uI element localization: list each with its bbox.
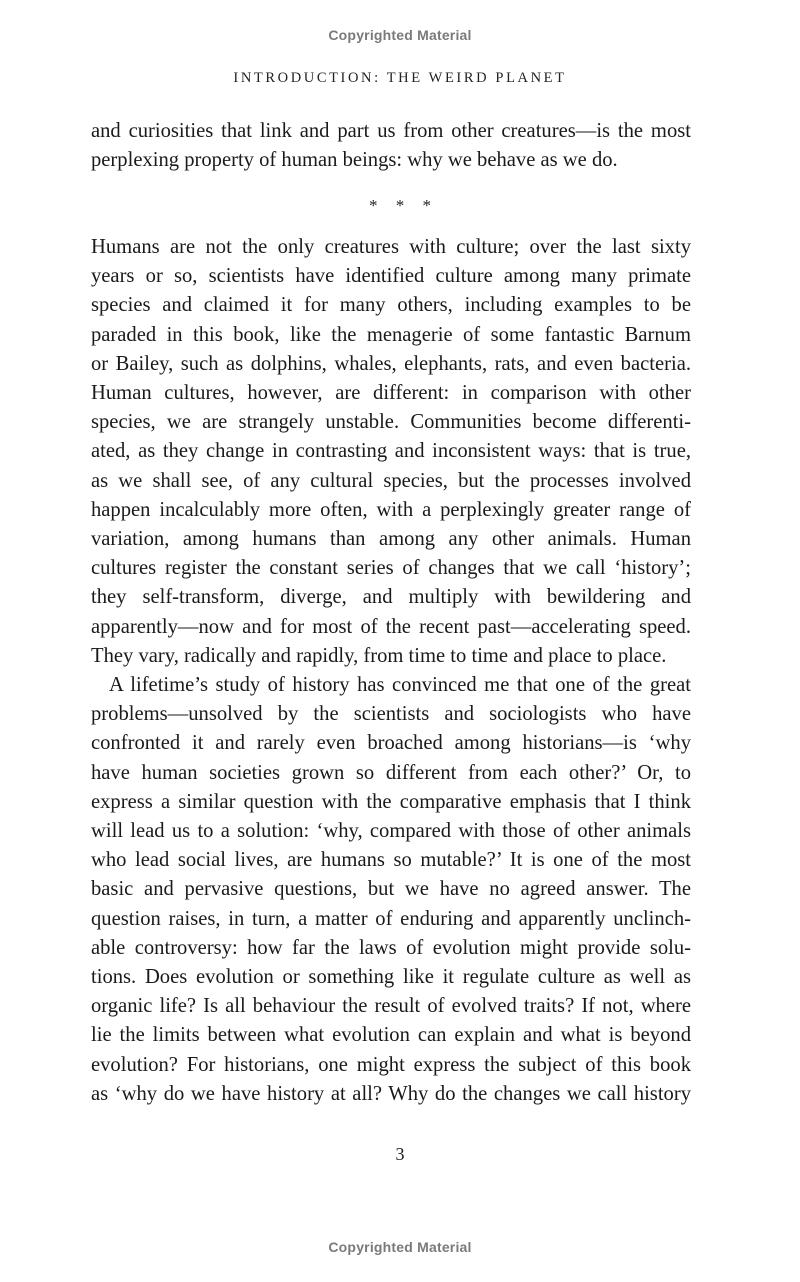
- text-line: cultures register the constant series of changes that we call ‘history’;: [91, 557, 691, 580]
- text-line: who lead social lives, are humans so mutable?’ It is one of the most: [91, 849, 691, 872]
- text-line: have human societies grown so different from each other?’ Or, to: [91, 761, 691, 784]
- text-line: species, we are strangely unstable. Communities become differenti-: [91, 411, 691, 434]
- text-line: as ‘why do we have history at all? Why do the changes we call history: [91, 1082, 691, 1105]
- text-line: apparently—now and for most of the recent past—accelerating speed.: [91, 615, 691, 638]
- text-line: Humans are not the only creatures with culture; over the last sixty: [91, 236, 691, 258]
- text-line: and curiosities that link and part us from other creatures—is the most: [91, 120, 691, 142]
- text-line: ated, as they change in contrasting and inconsistent ways: that is true,: [91, 440, 691, 463]
- text-line: organic life? Is all behaviour the result of evolved traits? If not, where: [91, 995, 691, 1018]
- text-line: evolution? For historians, one might express the subject of this book: [91, 1053, 691, 1076]
- section-break-asterisks: * * *: [369, 196, 431, 215]
- text-line: happen incalculably more often, with a perplexingly greater range of: [91, 498, 691, 521]
- text-line: basic and pervasive questions, but we have no agreed answer. The: [91, 878, 691, 901]
- text-line: A lifetime’s study of history has convinced me that one of the great: [109, 674, 691, 696]
- text-line: variation, among humans than among any other animals. Human: [91, 528, 691, 550]
- text-line: lie the limits between what evolution can explain and what is beyond: [91, 1024, 691, 1047]
- text-line: question raises, in turn, a matter of enduring and apparently unclinch-: [91, 907, 691, 930]
- text-line: Human cultures, however, are different: in comparison with other: [91, 382, 691, 404]
- text-line: as we shall see, of any cultural species, but the processes involved: [91, 469, 691, 492]
- text-line: species and claimed it for many others, including examples to be: [91, 294, 691, 317]
- text-line: years or so, scientists have identified culture among many primate: [91, 265, 691, 288]
- page-number: 3: [395, 1144, 405, 1164]
- running-head: INTRODUCTION: THE WEIRD PLANET: [233, 70, 567, 86]
- text-line: able controversy: how far the laws of evolution might provide solu-: [91, 936, 691, 959]
- text-line: express a similar question with the comparative emphasis that I think: [91, 790, 691, 813]
- text-line: paraded in this book, like the menagerie of some fantastic Barnum: [91, 323, 691, 346]
- text-line: tions. Does evolution or something like it regulate culture as well as: [91, 966, 691, 988]
- copyright-watermark-top: Copyrighted Material: [328, 27, 472, 43]
- text-line: confronted it and rarely even broached among historians—is ‘why: [91, 732, 691, 755]
- text-line: They vary, radically and rapidly, from time to time and place to place.: [91, 644, 667, 667]
- text-line: problems—unsolved by the scientists and sociologists who have: [91, 703, 691, 726]
- text-line: perplexing property of human beings: why we behave as we do.: [91, 149, 618, 171]
- copyright-watermark-bottom: Copyrighted Material: [328, 1239, 472, 1255]
- text-line: will lead us to a solution: ‘why, compared with those of other animals: [91, 820, 691, 842]
- text-line: they self-transform, diverge, and multiply with bewildering and: [91, 586, 691, 609]
- text-line: or Bailey, such as dolphins, whales, elephants, rats, and even bacteria.: [91, 352, 691, 375]
